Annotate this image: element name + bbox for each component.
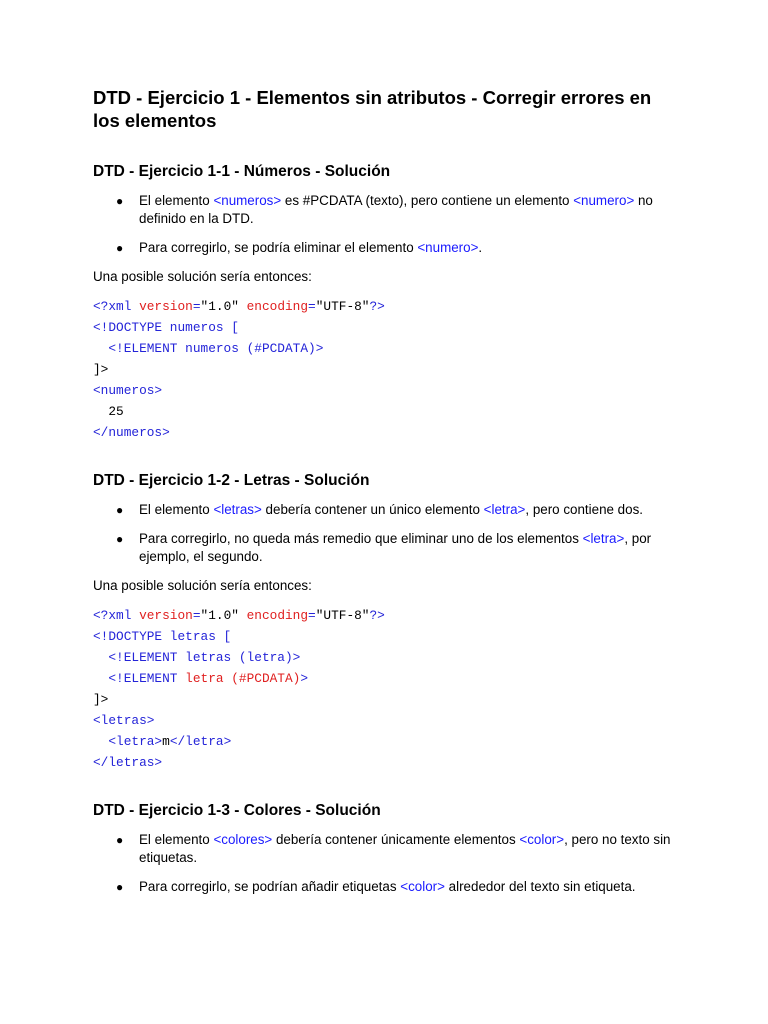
code-line (93, 752, 683, 773)
code-line (93, 647, 683, 668)
element-tag: <numero> (417, 240, 479, 255)
document-title: DTD - Ejercicio 1 - Elementos sin atributos - Corregir errores en los elementos (93, 87, 652, 131)
element-tag: <letra> (582, 531, 625, 546)
code-token: ?> (369, 608, 385, 623)
list-item: ● Para corregirlo, se podrían añadir etiquetas <color> alrededor del texto sin etiqueta. (116, 879, 636, 894)
code-line (93, 668, 683, 689)
code-token: "UTF-8" (315, 608, 370, 623)
paragraph: Una posible solución sería entonces: (93, 269, 312, 284)
code-token: <letras> (93, 713, 155, 728)
code-token: = (308, 299, 316, 314)
code-token: </letra> (169, 734, 232, 749)
code-token (93, 341, 108, 356)
code-token (93, 671, 108, 686)
code-token: = (192, 299, 201, 314)
sections-container (93, 162, 683, 896)
code-token: </numeros> (93, 425, 170, 440)
code-line (93, 359, 683, 380)
bullet-list (93, 192, 683, 257)
code-line (93, 422, 683, 443)
code-token: = (192, 608, 201, 623)
code-line (93, 380, 683, 401)
section-heading: DTD - Ejercicio 1-2 - Letras - Solución (93, 472, 370, 489)
code-token (93, 650, 108, 665)
section-heading: DTD - Ejercicio 1-3 - Colores - Solución (93, 802, 381, 819)
document-content (93, 86, 683, 907)
code-token: "1.0" (200, 299, 247, 314)
bullet-list (93, 831, 683, 896)
code-token: "1.0" (200, 608, 247, 623)
code-token: m (162, 734, 170, 749)
code-line (93, 338, 683, 359)
code-token: encoding (246, 299, 309, 314)
code-block (93, 296, 683, 443)
element-tag: <letras> (213, 502, 262, 517)
code-token: letra (#PCDATA) (185, 671, 301, 686)
code-token: <!ELEMENT (108, 671, 186, 686)
section-heading: DTD - Ejercicio 1-1 - Números - Solución (93, 163, 391, 180)
code-line (93, 317, 683, 338)
code-token: encoding (246, 608, 309, 623)
code-line (93, 296, 683, 317)
code-line (93, 710, 683, 731)
list-item: ● El elemento <colores> debería contener únicamente elementos <color>, pero no texto sin etiquetas. (116, 832, 671, 865)
code-token: <?xml (93, 608, 140, 623)
code-token (93, 734, 108, 749)
code-token: version (139, 608, 193, 623)
bullet-icon: ● (116, 532, 124, 546)
code-token: </letras> (93, 755, 163, 770)
element-tag: <colores> (213, 832, 273, 847)
element-tag: <color> (519, 832, 565, 847)
element-tag: <color> (400, 879, 445, 894)
code-token: ]> (93, 362, 109, 377)
bullet-icon: ● (116, 833, 124, 847)
code-token: <?xml (93, 299, 140, 314)
code-token: 25 (93, 404, 124, 419)
code-token: "UTF-8" (315, 299, 370, 314)
code-token: <!ELEMENT numeros (#PCDATA)> (108, 341, 324, 356)
list-item: ● El elemento <letras> debería contener un único elemento <letra>, pero contiene dos. (116, 502, 643, 517)
code-line (93, 626, 683, 647)
list-item: ● Para corregirlo, se podría eliminar el elemento <numero>. (116, 240, 483, 255)
code-token: > (300, 671, 309, 686)
code-block (93, 605, 683, 773)
bullet-icon: ● (116, 194, 124, 208)
bullet-icon: ● (116, 241, 124, 255)
code-token: = (308, 608, 316, 623)
list-item: ● Para corregirlo, no queda más remedio que eliminar uno de los elementos <letra>, por ejemplo, el segundo. (116, 531, 652, 564)
code-token: version (139, 299, 193, 314)
bullet-list (93, 501, 683, 566)
code-token: ]> (93, 692, 109, 707)
code-line (93, 731, 683, 752)
code-token: <numeros> (93, 383, 163, 398)
element-tag: <numero> (573, 193, 635, 208)
paragraph: Una posible solución sería entonces: (93, 578, 312, 593)
code-token: ?> (369, 299, 385, 314)
code-token: <letra> (108, 734, 163, 749)
bullet-icon: ● (116, 503, 124, 517)
code-line (93, 401, 683, 422)
element-tag: <letra> (483, 502, 526, 517)
bullet-icon: ● (116, 880, 124, 894)
code-line (93, 689, 683, 710)
code-token: <!DOCTYPE letras [ (93, 629, 232, 644)
code-line (93, 605, 683, 626)
code-token: <!DOCTYPE numeros [ (93, 320, 239, 335)
element-tag: <numeros> (213, 193, 282, 208)
list-item: ● El elemento <numeros> es #PCDATA (texto), pero contiene un elemento <numero> no definido en la DTD. (116, 193, 653, 226)
code-token: <!ELEMENT letras (letra)> (108, 650, 301, 665)
